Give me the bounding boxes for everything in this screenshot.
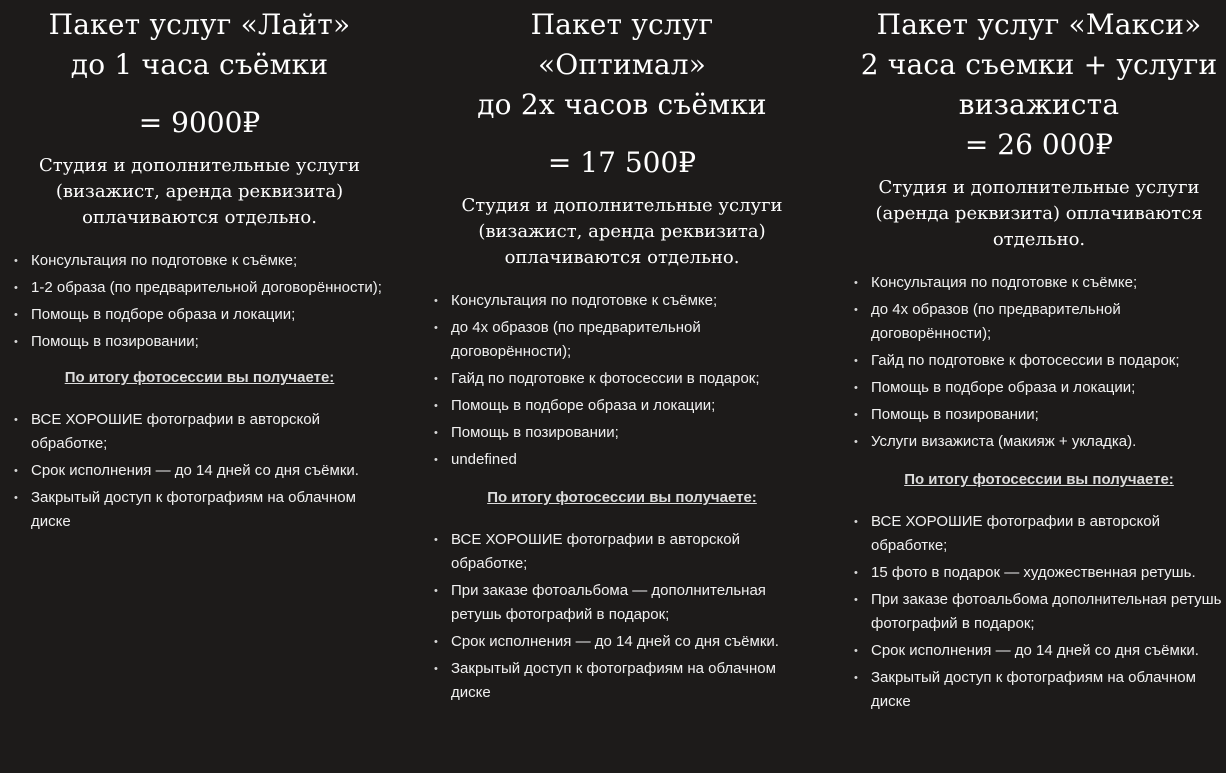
list-item: • Помощь в подборе образа и локации; bbox=[12, 303, 387, 327]
package-note bbox=[852, 175, 1226, 253]
list-item: • 15 фото в подарок — художественная ретушь. bbox=[852, 561, 1226, 585]
list-item: • до 4х образов (по предварительной договорённости); bbox=[852, 298, 1226, 346]
note-line: (визажист, аренда реквизита) bbox=[478, 221, 766, 242]
package-note bbox=[432, 193, 812, 271]
result-heading: По итогу фотосессии вы получаете: bbox=[904, 471, 1174, 488]
package-price: = 17 500₽ bbox=[547, 146, 697, 179]
list-item: • Помощь в подборе образа и локации; bbox=[852, 376, 1226, 400]
note-line: оплачиваются отдельно. bbox=[82, 207, 317, 228]
list-item: • Срок исполнения — до 14 дней со дня съёмки. bbox=[852, 639, 1226, 663]
note-line: Студия и дополнительные услуги bbox=[38, 155, 361, 176]
list-item: • Гайд по подготовке к фотосессии в подарок; bbox=[432, 367, 812, 391]
list-item: • до 4х образов (по предварительной договорённости); bbox=[432, 316, 812, 364]
list-item: • Услуги визажиста (макияж + укладка). bbox=[852, 430, 1226, 454]
result-heading: По итогу фотосессии вы получаете: bbox=[64, 369, 335, 386]
package-title bbox=[432, 5, 812, 125]
package-optimal bbox=[432, 0, 812, 708]
list-item: • Помощь в подборе образа и локации; bbox=[432, 394, 812, 418]
list-item: • ВСЕ ХОРОШИЕ фотографии в авторской обработке; bbox=[852, 510, 1226, 558]
note-line: (визажист, аренда реквизита) bbox=[55, 181, 344, 202]
results-list bbox=[852, 510, 1226, 714]
services-list bbox=[432, 289, 812, 472]
list-item: • Консультация по подготовке к съёмке; bbox=[852, 271, 1226, 295]
list-item: • Срок исполнения — до 14 дней со дня съёмки. bbox=[432, 630, 812, 654]
list-item: • Закрытый доступ к фотографиям на облачном диске bbox=[12, 486, 387, 534]
services-list bbox=[852, 271, 1226, 454]
list-item: • Закрытый доступ к фотографиям на облачном диске bbox=[852, 666, 1226, 714]
results-list bbox=[12, 408, 387, 534]
list-item: • Консультация по подготовке к съёмке; bbox=[12, 249, 387, 273]
list-item: • undefined bbox=[432, 448, 812, 472]
package-title bbox=[12, 5, 387, 85]
list-item: • Помощь в позировании; bbox=[852, 403, 1226, 427]
list-item: • Помощь в позировании; bbox=[12, 330, 387, 354]
list-item: • ВСЕ ХОРОШИЕ фотографии в авторской обработке; bbox=[12, 408, 387, 456]
services-list bbox=[12, 249, 387, 354]
package-price: = 9000₽ bbox=[138, 106, 261, 139]
package-maxi bbox=[852, 0, 1226, 717]
note-line: оплачиваются отдельно. bbox=[504, 247, 740, 268]
list-item: • Консультация по подготовке к съёмке; bbox=[432, 289, 812, 313]
title-line: Пакет услуг bbox=[530, 8, 714, 41]
title-line: «Оптимал» bbox=[537, 48, 707, 81]
title-line: до 1 часа съёмки bbox=[70, 48, 329, 81]
package-price: = 26 000₽ bbox=[964, 128, 1114, 161]
title-line: 2 часа съемки + услуги bbox=[860, 48, 1218, 81]
package-title bbox=[852, 5, 1226, 125]
package-note bbox=[12, 153, 387, 231]
result-heading: По итогу фотосессии вы получаете: bbox=[487, 489, 757, 506]
list-item: • При заказе фотоальбома дополнительная ретушь фотографий в подарок; bbox=[852, 588, 1226, 636]
list-item: • Гайд по подготовке к фотосессии в подарок; bbox=[852, 349, 1226, 373]
list-item: • 1-2 образа (по предварительной договорённости); bbox=[12, 276, 387, 300]
note-line: Студия и дополнительные услуги bbox=[878, 177, 1200, 198]
note-line: (аренда реквизита) оплачиваются bbox=[875, 203, 1203, 224]
list-item: • При заказе фотоальбома — дополнительная ретушь фотографий в подарок; bbox=[432, 579, 812, 627]
list-item: • Закрытый доступ к фотографиям на облачном диске bbox=[432, 657, 812, 705]
title-line: до 2х часов съёмки bbox=[477, 88, 767, 121]
note-line: отдельно. bbox=[992, 229, 1086, 250]
list-item: • ВСЕ ХОРОШИЕ фотографии в авторской обработке; bbox=[432, 528, 812, 576]
list-item: • Помощь в позировании; bbox=[432, 421, 812, 445]
package-lite bbox=[12, 0, 387, 537]
title-line: Пакет услуг «Макси» bbox=[876, 8, 1202, 41]
note-line: Студия и дополнительные услуги bbox=[461, 195, 783, 216]
title-line: визажиста bbox=[958, 88, 1120, 121]
results-list bbox=[432, 528, 812, 705]
list-item: • Срок исполнения — до 14 дней со дня съёмки. bbox=[12, 459, 387, 483]
title-line: Пакет услуг «Лайт» bbox=[48, 8, 351, 41]
